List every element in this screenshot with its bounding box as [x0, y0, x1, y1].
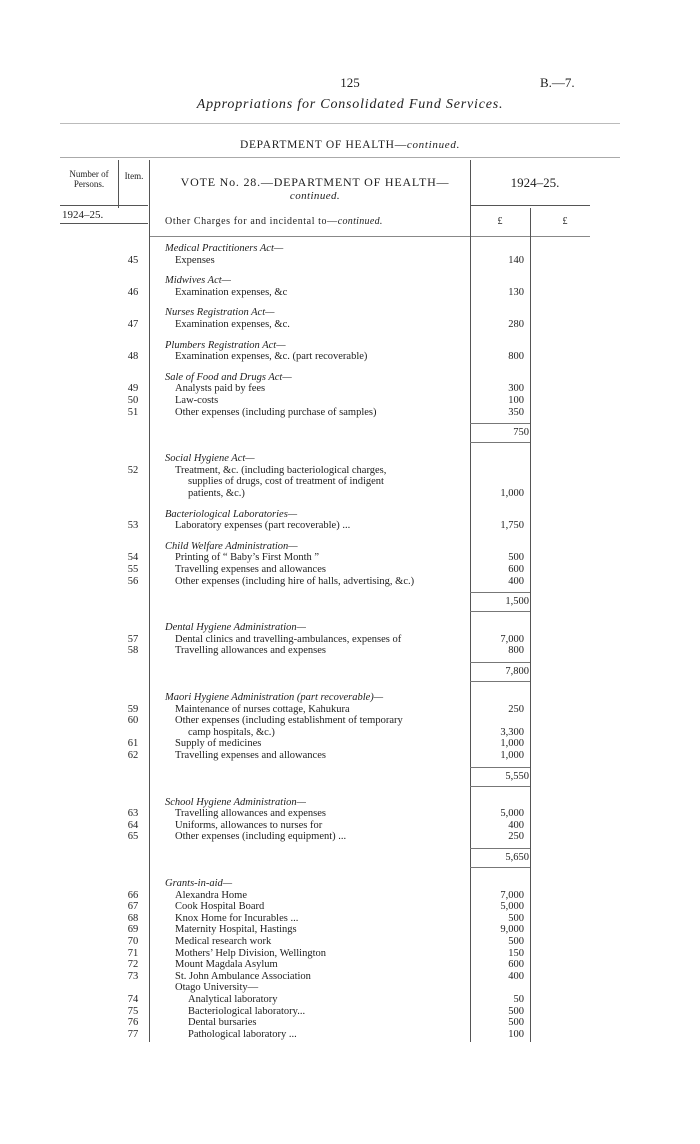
page-number: 125 — [340, 75, 360, 90]
vote-title — [152, 176, 478, 202]
section-title: Medical Practitioners Act— — [165, 243, 284, 254]
subtotal-amount: 5,550 — [505, 770, 529, 782]
subtotal-rule — [470, 662, 530, 663]
item-description: Mount Magdala Asylum — [175, 959, 278, 971]
section-title: Midwives Act— — [165, 275, 232, 287]
item-description: Laboratory expenses (part recoverable) ... — [175, 520, 351, 532]
amount: 300 — [508, 383, 524, 395]
section-heading — [0, 622, 700, 634]
table-row — [0, 715, 700, 727]
item-description: Examination expenses, &c. — [175, 319, 290, 330]
item-number: 67 — [127, 901, 139, 913]
table-row — [0, 645, 700, 657]
item-number: 75 — [127, 1005, 139, 1017]
subheader-rule — [150, 236, 590, 237]
amount: 350 — [508, 406, 524, 418]
vote-title-continued: continued. — [289, 189, 341, 202]
item-number: 77 — [127, 1028, 139, 1040]
item-number: 64 — [127, 819, 139, 831]
table-row — [0, 488, 700, 500]
item-number: 54 — [127, 552, 139, 564]
item-description: Travelling allowances and expenses — [175, 645, 326, 657]
item-number: 61 — [127, 738, 139, 750]
amount: 50 — [513, 994, 524, 1005]
section-heading — [0, 275, 700, 287]
item-description: patients, &c.) — [188, 488, 245, 499]
table-row — [0, 351, 700, 363]
pound-symbol-column-1: £ — [497, 216, 503, 227]
amount: 100 — [508, 1028, 524, 1040]
pound-symbol-column-2: £ — [562, 216, 568, 227]
section-title: Plumbers Registration Act— — [165, 339, 286, 351]
amount: 500 — [508, 912, 524, 924]
item-number: 51 — [127, 406, 139, 418]
item-number: 68 — [127, 912, 139, 924]
item-description: Alexandra Home — [175, 889, 248, 901]
amount: 800 — [508, 351, 524, 363]
table-row — [0, 890, 700, 902]
table-row — [0, 383, 700, 395]
amount: 400 — [508, 819, 524, 831]
amount: 100 — [508, 395, 524, 406]
section-heading — [0, 692, 700, 704]
item-number: 50 — [127, 395, 139, 406]
year-header: 1924–25. — [510, 175, 560, 190]
section-heading — [0, 878, 700, 890]
amount: 1,000 — [500, 488, 524, 499]
section-heading — [0, 340, 700, 352]
table-row — [0, 959, 700, 971]
year-left-rule — [60, 223, 148, 224]
table-row — [0, 465, 700, 477]
item-description: Travelling allowances and expenses — [175, 808, 326, 820]
amount: 5,000 — [500, 808, 524, 820]
item-number: 49 — [127, 383, 139, 395]
item-description: Uniforms, allowances to nurses for — [175, 819, 323, 831]
table-row — [0, 704, 700, 716]
section-heading — [0, 372, 700, 384]
item-description: Treatment, &c. (including bacteriological charges, — [175, 464, 387, 476]
subtotal-rule — [470, 767, 530, 768]
amount: 600 — [508, 959, 524, 971]
item-description: Knox Home for Incurables ... — [175, 912, 299, 924]
item-number: 48 — [127, 351, 139, 363]
item-description: Cook Hospital Board — [175, 901, 265, 913]
table-row — [0, 982, 700, 994]
other-charges-continued: continued. — [337, 216, 383, 227]
item-description: Bacteriological laboratory... — [188, 1005, 306, 1017]
item-number: 74 — [127, 994, 139, 1005]
section-heading — [0, 307, 700, 319]
amount: 400 — [508, 970, 524, 982]
amount: 500 — [508, 552, 524, 564]
item-number: 65 — [127, 831, 139, 843]
table-row — [0, 808, 700, 820]
item-number: 55 — [127, 564, 139, 575]
section-title: Social Hygiene Act— — [165, 453, 255, 465]
item-description: Supply of medicines — [175, 738, 262, 750]
item-number: 63 — [127, 808, 139, 820]
amount: 150 — [508, 947, 524, 959]
item-description: Other expenses (including establishment of temporary — [175, 715, 403, 727]
page-title: Appropriations for Consolidated Fund Services. — [196, 97, 504, 112]
item-description: Maintenance of nurses cottage, Kahukura — [175, 703, 350, 715]
item-number: 57 — [127, 633, 139, 645]
table-row — [0, 576, 700, 588]
table-row — [0, 1006, 700, 1018]
amount: 1,000 — [500, 750, 524, 761]
item-number: 73 — [127, 970, 139, 982]
subtotal-rule — [470, 423, 530, 424]
subtotal-rule-below — [470, 611, 530, 612]
subtotal-rule — [470, 592, 530, 593]
item-number: 70 — [127, 936, 139, 947]
amount: 3,300 — [500, 726, 524, 738]
subtotal-amount: 1,500 — [505, 596, 529, 608]
year-left-label: 1924–25. — [62, 209, 104, 221]
section-heading — [0, 453, 700, 465]
item-number: 56 — [127, 575, 139, 587]
subtotal-rule-below — [470, 786, 530, 787]
item-description: Examination expenses, &c — [175, 286, 288, 298]
item-description: Dental clinics and travelling-ambulances, expenses of — [175, 633, 402, 645]
table-row — [0, 750, 700, 762]
table-row — [0, 564, 700, 576]
item-description: Travelling expenses and allowances — [175, 750, 326, 761]
item-description: Examination expenses, &c. (part recoverable) — [175, 351, 368, 363]
item-description: Other expenses (including purchase of samples) — [175, 406, 377, 418]
amount: 280 — [508, 319, 524, 330]
department-continued: continued. — [406, 139, 461, 151]
amount: 5,000 — [500, 901, 524, 913]
section-title: Maori Hygiene Administration (part recoverable)— — [165, 692, 384, 703]
item-number: 66 — [127, 889, 139, 901]
amount: 250 — [508, 703, 524, 715]
table-row — [0, 1017, 700, 1029]
table-row — [0, 994, 700, 1006]
item-description: Other expenses (including equipment) ... — [175, 831, 347, 843]
item-description: Medical research work — [175, 936, 272, 947]
item-description: Travelling expenses and allowances — [175, 564, 326, 575]
table-row — [0, 820, 700, 832]
other-charges-heading — [165, 217, 383, 227]
vote-title-text: VOTE No. 28.—DEPARTMENT OF HEALTH— — [180, 175, 450, 189]
section-heading — [0, 243, 700, 255]
amount: 800 — [508, 645, 524, 657]
item-description: Expenses — [175, 254, 215, 266]
table-row — [0, 520, 700, 532]
section-title: Dental Hygiene Administration— — [165, 622, 306, 634]
header-top-rule — [60, 157, 620, 158]
item-description: Maternity Hospital, Hastings — [175, 924, 297, 936]
item-description: supplies of drugs, cost of treatment of indigent — [188, 476, 384, 488]
table-row — [0, 948, 700, 960]
item-number: 60 — [127, 715, 139, 727]
amount: 1,000 — [500, 738, 524, 750]
item-description: St. John Ambulance Association — [175, 970, 311, 982]
persons-header-rule — [60, 205, 148, 206]
table-row — [0, 634, 700, 646]
section-heading — [0, 797, 700, 809]
subtotal-amount: 7,800 — [505, 666, 529, 677]
section-heading — [0, 509, 700, 521]
table-row — [0, 407, 700, 419]
table-row — [0, 476, 700, 488]
amount: 7,000 — [500, 889, 524, 901]
table-row — [0, 727, 700, 739]
item-description: Pathological laboratory ... — [188, 1028, 297, 1040]
table-row — [0, 395, 700, 407]
table-row — [0, 738, 700, 750]
item-number: 58 — [127, 645, 139, 657]
item-number: 62 — [127, 750, 139, 761]
department-heading — [0, 140, 700, 152]
number-of-persons-header: Number of Persons. — [69, 169, 109, 189]
amount: 250 — [508, 831, 524, 843]
title-rule — [60, 123, 620, 124]
amount: 1,750 — [500, 520, 524, 532]
subtotal-amount: 750 — [513, 427, 529, 439]
table-row — [0, 936, 700, 948]
table-row — [0, 924, 700, 936]
item-description: Mothers’ Help Division, Wellington — [175, 947, 327, 959]
table-row — [0, 831, 700, 843]
section-title: Bacteriological Laboratories— — [165, 508, 298, 520]
amount: 500 — [508, 1017, 524, 1029]
item-description: Analytical laboratory — [188, 994, 278, 1005]
subtotal-rule-below — [470, 681, 530, 682]
subtotal-rule-below — [470, 867, 530, 868]
item-description: Analysts paid by fees — [175, 383, 266, 395]
year-header-rule — [470, 205, 590, 206]
subtotal-rule-below — [470, 442, 530, 443]
persons-column-divider — [118, 160, 119, 208]
item-number: 69 — [127, 924, 139, 936]
item-number: 72 — [127, 959, 139, 971]
amount: 400 — [508, 575, 524, 587]
item-description: Law-costs — [175, 395, 219, 406]
amount: 7,000 — [500, 633, 524, 645]
section-heading — [0, 541, 700, 553]
department-name: DEPARTMENT OF HEALTH— — [239, 139, 407, 151]
section-title: School Hygiene Administration— — [165, 796, 306, 808]
item-number: 47 — [127, 319, 139, 330]
item-description: Dental bursaries — [188, 1017, 257, 1029]
table-row — [0, 971, 700, 983]
item-number: 76 — [127, 1017, 139, 1029]
item-number: 59 — [127, 703, 139, 715]
section-title: Child Welfare Administration— — [165, 540, 298, 552]
subtotal-rule — [470, 848, 530, 849]
item-description: Other expenses (including hire of halls, advertising, &c.) — [175, 575, 415, 587]
table-row — [0, 552, 700, 564]
table-row — [0, 901, 700, 913]
table-row — [0, 255, 700, 267]
amount: 500 — [508, 936, 524, 947]
item-description: Otago University— — [175, 982, 259, 994]
item-number: 53 — [127, 520, 139, 532]
item-number: 71 — [127, 947, 139, 959]
amount: 9,000 — [500, 924, 524, 936]
table-row — [0, 913, 700, 925]
subtotal-amount: 5,650 — [505, 852, 529, 863]
section-title: Grants-in-aid— — [165, 878, 233, 889]
section-title: Sale of Food and Drugs Act— — [165, 371, 292, 383]
document-reference: B.—7. — [540, 75, 575, 90]
amount: 140 — [508, 254, 524, 266]
item-number: 45 — [127, 254, 139, 266]
table-row — [0, 319, 700, 331]
item-header: Item. — [124, 171, 144, 181]
section-title: Nurses Registration Act— — [165, 307, 275, 319]
other-charges-text: Other Charges for and incidental to— — [165, 216, 338, 227]
amount: 600 — [508, 564, 524, 575]
amount: 130 — [508, 286, 524, 298]
item-description: camp hospitals, &c.) — [188, 726, 275, 738]
table-row — [0, 287, 700, 299]
item-number: 52 — [127, 464, 139, 476]
amount: 500 — [508, 1005, 524, 1017]
table-row — [0, 1029, 700, 1041]
item-number: 46 — [127, 286, 139, 298]
item-description: Printing of “ Baby’s First Month ” — [175, 552, 320, 564]
